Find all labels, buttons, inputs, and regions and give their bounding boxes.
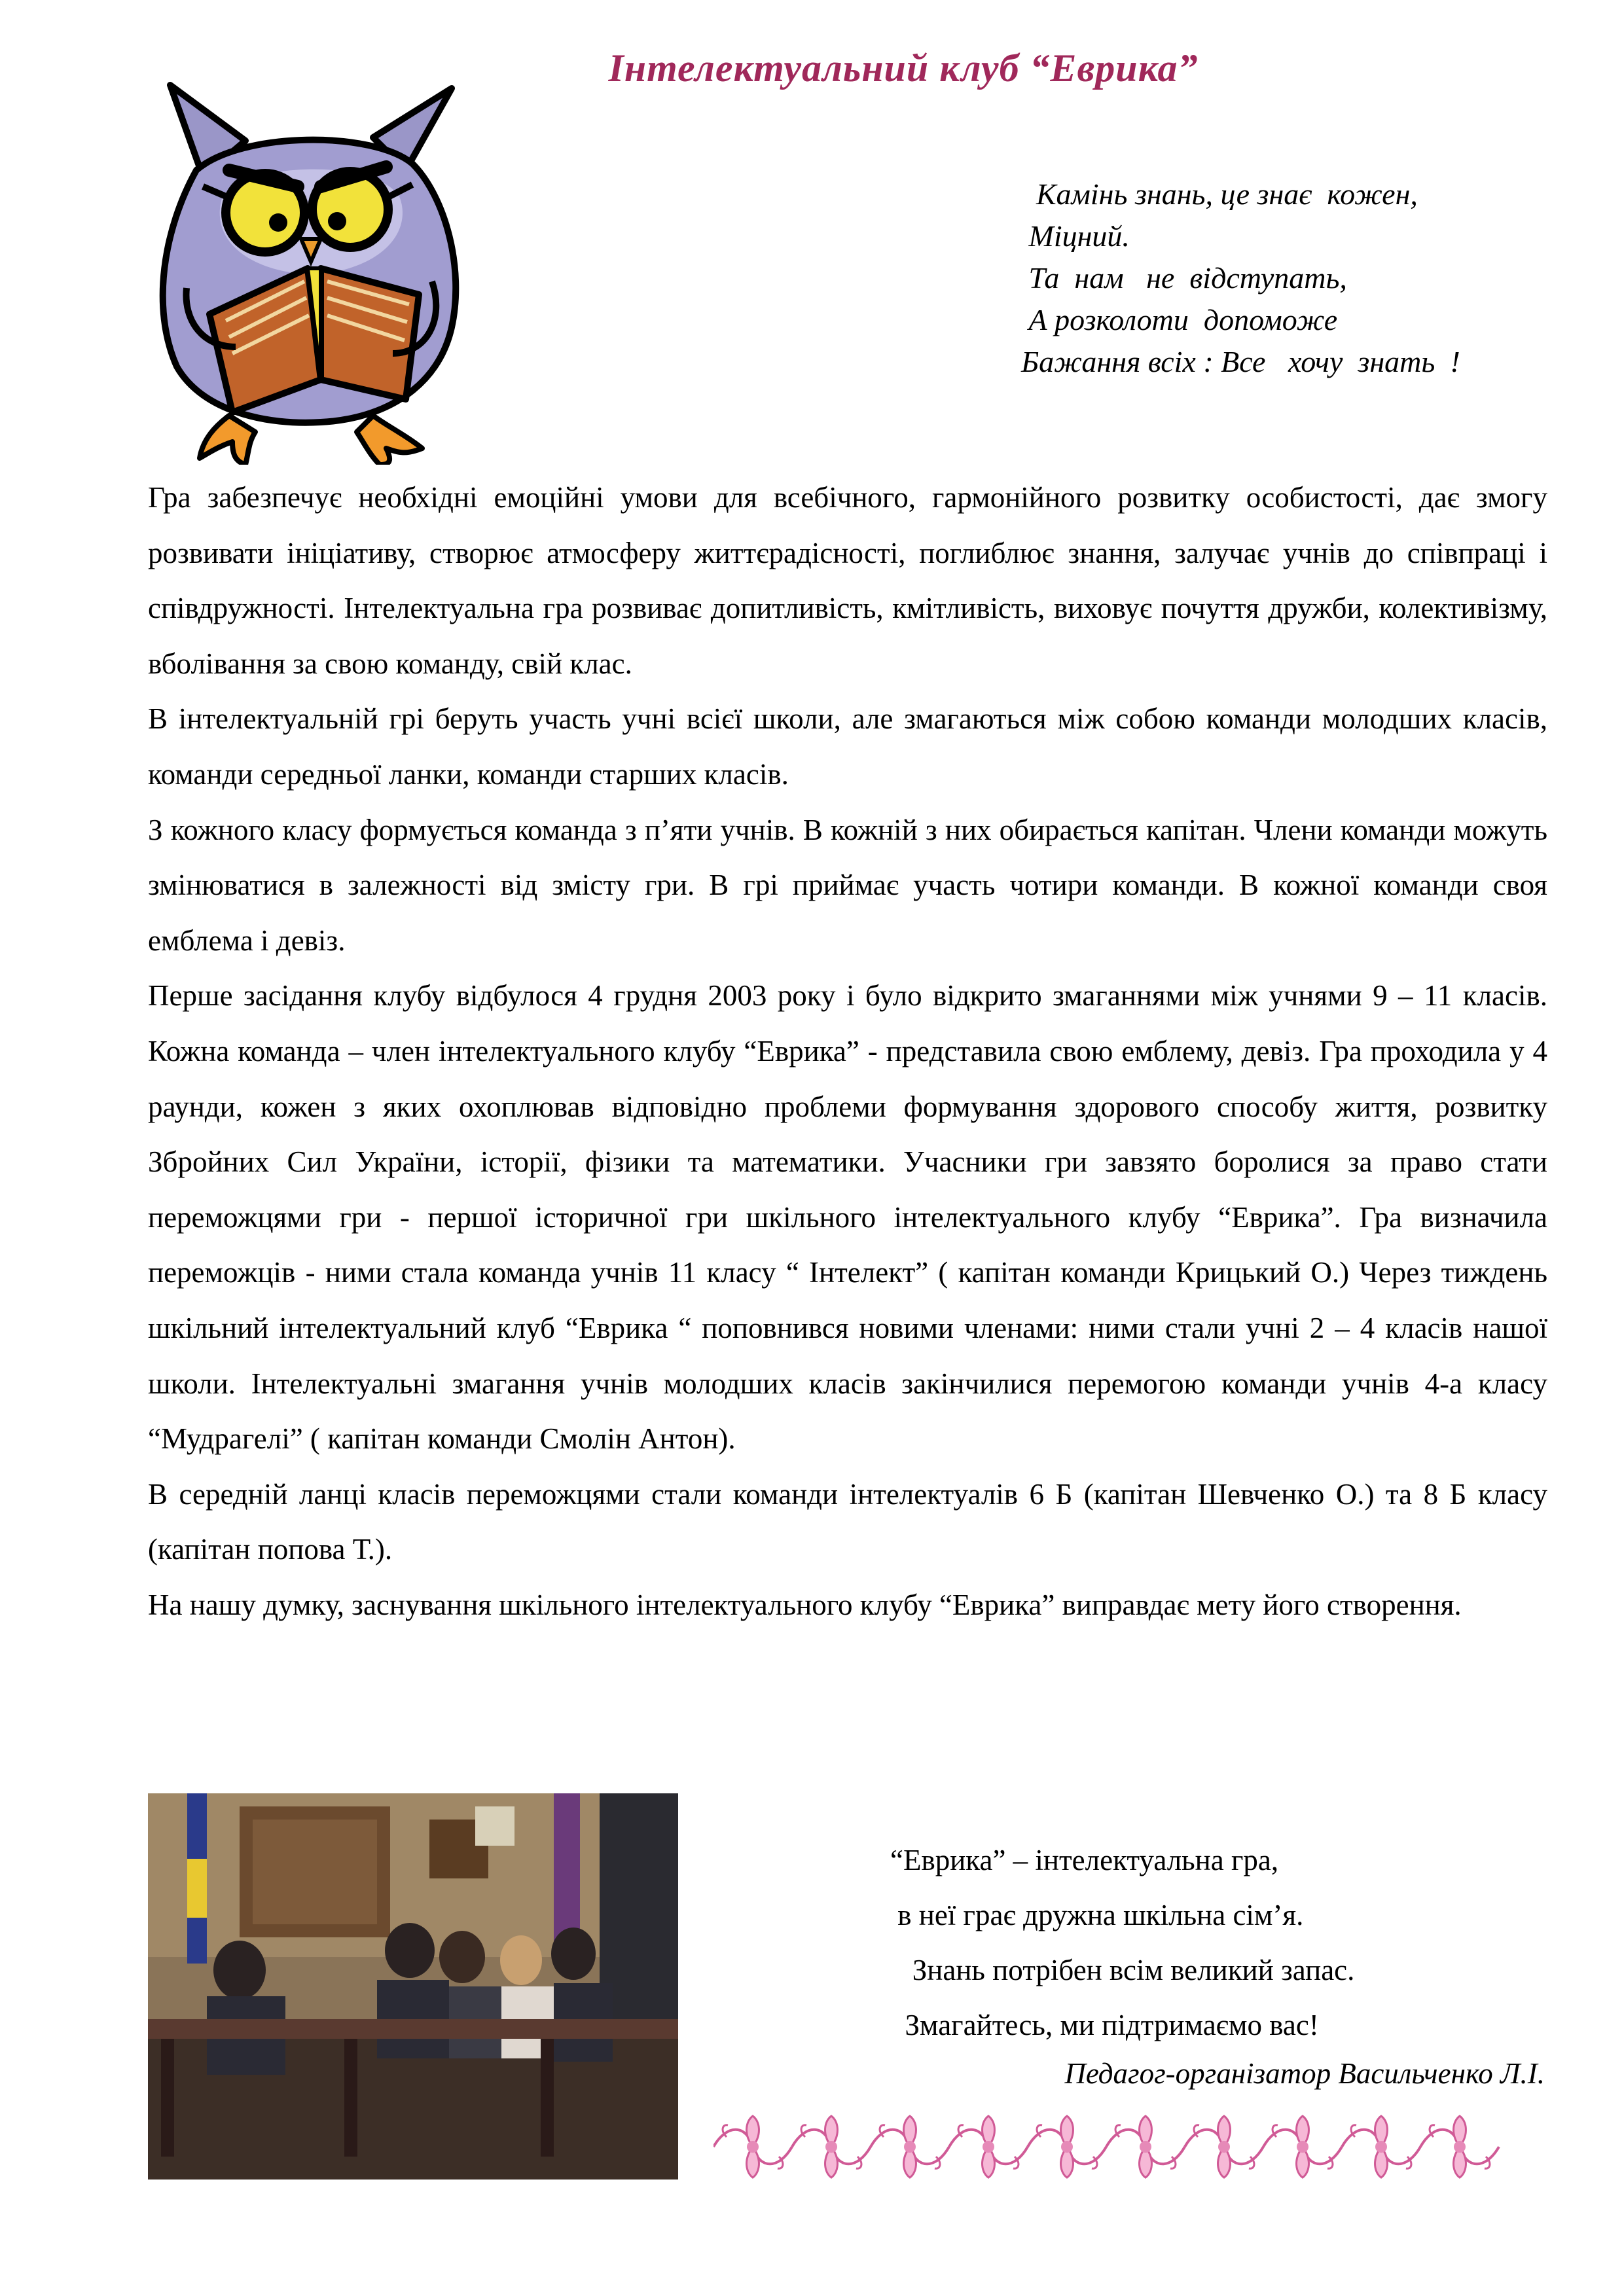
- classroom-photo: [148, 1793, 678, 2179]
- epigraph-line: А розколоти допоможе: [1021, 303, 1338, 336]
- closing-poem-line: Змагайтесь, ми підтримаємо вас!: [890, 2009, 1319, 2041]
- paragraph: Гра забезпечує необхідні емоційні умови для всебічного, гармонійного розвитку особистості, дає змогу розвивати ініціативу, створює атмосферу життєрадісності, поглиблює знання, залучає учнів до співпраці і співдружності. Інтелектуальна гра розвиває допитливість, кмітливість, виховує почуття дружби, колективізму, вболівання за свою команду, свій клас.: [148, 481, 1547, 680]
- paragraph: На нашу думку, заснування шкільного інтелектуального клубу “Еврика” виправдає мету його створення.: [148, 1588, 1462, 1621]
- closing-poem-line: в неї грає дружна шкільна сім’я.: [890, 1899, 1304, 1931]
- epigraph-line: Міцний.: [1021, 219, 1130, 253]
- epigraph-poem: [1021, 173, 1545, 383]
- floral-ornament-border: [713, 2111, 1545, 2183]
- epigraph-line: Та нам не відступать,: [1021, 261, 1347, 295]
- paragraph: В інтелектуальній грі беруть участь учні всієї школи, але змагаються між собою команди молодших класів, команди середньої ланки, команди старших класів.: [148, 702, 1547, 791]
- closing-poem-line: Знань потрібен всім великий запас.: [890, 1954, 1355, 1986]
- paragraph: Перше засідання клубу відбулося 4 грудня 2003 року і було відкрито змаганнями між учнями 9 – 11 класів. Кожна команда – член інтелектуального клубу “Еврика” - представила свою емблему, девіз. Гра проходила у 4 раунди, кожен з яких охоплював відповідно проблеми формування здорового способу життя, розвитку Збройних Сил України, історії, фізики та математики. Учасники гри завзято боролися за право стати переможцями гри - першої історичної гри шкільного інтелектуального клубу “Еврика”. Гра визначила переможців - ними стала команда учнів 11 класу “ Інтелект” ( капітан команди Крицький О.) Через тиждень шкільний інтелектуальний клуб “Еврика “ поповнився новими членами: ними стали учні 2 – 4 класів нашої школи. Інтелектуальні змагання учнів молодших класів закінчилися перемогою команди учнів 4-а класу “Мудрагелі” ( капітан команди Смолін Антон).: [148, 979, 1547, 1456]
- epigraph-line: Бажання всіх : Все хочу знать !: [1021, 345, 1460, 378]
- author-signature: Педагог-організатор Васильченко Л.І.: [1064, 2057, 1545, 2090]
- paragraph: З кожного класу формується команда з п’яти учнів. В кожній з них обирається капітан. Члени команди можуть змінюватися в залежності від змісту гри. В грі приймає участь чотири команди. В кожної команди своя емблема і девіз.: [148, 813, 1547, 957]
- owl-reading-book-illustration: [124, 72, 511, 465]
- epigraph-line: Камінь знань, це знає кожен,: [1021, 177, 1418, 211]
- page-title: Інтелектуальний клуб “Еврика”: [608, 46, 1199, 90]
- closing-poem-line: “Еврика” – інтелектуальна гра,: [890, 1844, 1279, 1876]
- paragraph: В середній ланці класів переможцями стали команди інтелектуалів 6 Б (капітан Шевченко О.) та 8 Б класу (капітан попова Т.).: [148, 1477, 1547, 1566]
- closing-poem: [890, 1833, 1578, 2053]
- article-body: [148, 470, 1547, 1632]
